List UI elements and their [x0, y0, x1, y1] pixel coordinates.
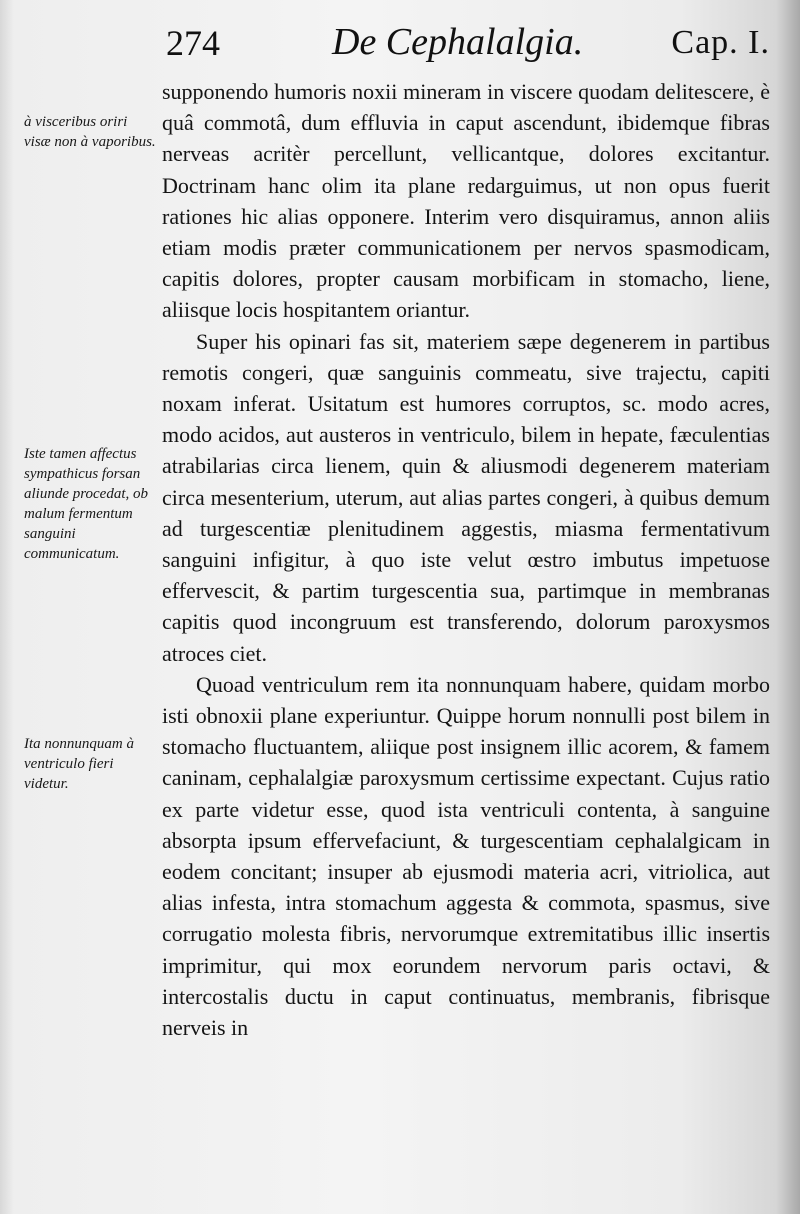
margin-note: Ita nonnunquam à ventriculo fieri videtur. [24, 736, 134, 792]
page-number: 274 [166, 23, 220, 63]
chapter-label: Cap. I. [671, 24, 770, 61]
running-title: De Cephalalgia. [332, 21, 584, 63]
paragraph: Quoad ventriculum rem ita nonnunquam habere, quidam morbo isti obnoxii plane experiuntur. Quippe horum nonnulli post bilem in stomacho fluctuantem, aliique post insignem illic acorem, & famem caninam, cephalalgiæ paroxysmum certissime expectant. Cujus ratio ex parte videtur esse, quod ista ventriculi contenta, à sanguine absorpta ipsum effervefaciunt, & turgescentiam cephalalgicam in eodem concitant; insuper ab ejusmodi materia acri, vitriolica, aut alias infesta, intra stomachum aggesta & commota, spasmus, sive corrugatio molesta fibris, nervorumque extremitatibus illic insertis imprimitur, qui mox eorundem nervorum paris octavi, & intercostalis ductu in caput continuatus, membranis, fibrisque nerveis in [162, 671, 770, 1041]
margin-note: Iste tamen affectus sympathicus forsan aliunde procedat, ob malum fermentum sanguini communicatum. [24, 446, 149, 562]
body-text [162, 76, 770, 1043]
page-header [160, 18, 770, 70]
paragraph: Super his opinari fas sit, materiem sæpe degenerem in partibus remotis congeri, quæ sanguinis commeatu, sive trajectu, capiti noxam inferat. Usitatum est humores corruptos, sc. modo acres, modo acidos, aut austeros in ventriculo, bilem in hepate, fæculentias atrabilarias circa lienem, quin & aliusmodi degenerem materiam circa mesenterium, uterum, aut alias partes congeri, à quibus demum ad turgescentiæ plenitudinem aggestis, miasma fermentativum sanguini infigitur, à quo iste velut œstro imbutus impetuose effervescit, & partim turgescentia sua, partimque in membranas capitis quod incongruum est transferendo, dolorum paroxysmos atroces ciet. [162, 328, 770, 666]
paragraph: supponendo humoris noxii mineram in viscere quodam delitescere, è quâ commotâ, dum effluvia in caput ascendunt, ibidemque fibras nerveas acritèr percellunt, vellicantque, dolores excitantur. Doctrinam hanc olim ita plane redarguimus, ut non opus fuerit rationes hic alias opponere. Interim vero disquiramus, annon aliis etiam modis præter communicationem per nervos spasmodicam, capitis dolores, propter causam morbificam in stomacho, liene, aliisque locis hospitantem oriantur. [162, 79, 770, 323]
margin-note: à visceribus oriri visæ non à vaporibus. [24, 114, 156, 150]
page-edge-shadow [0, 0, 14, 1214]
